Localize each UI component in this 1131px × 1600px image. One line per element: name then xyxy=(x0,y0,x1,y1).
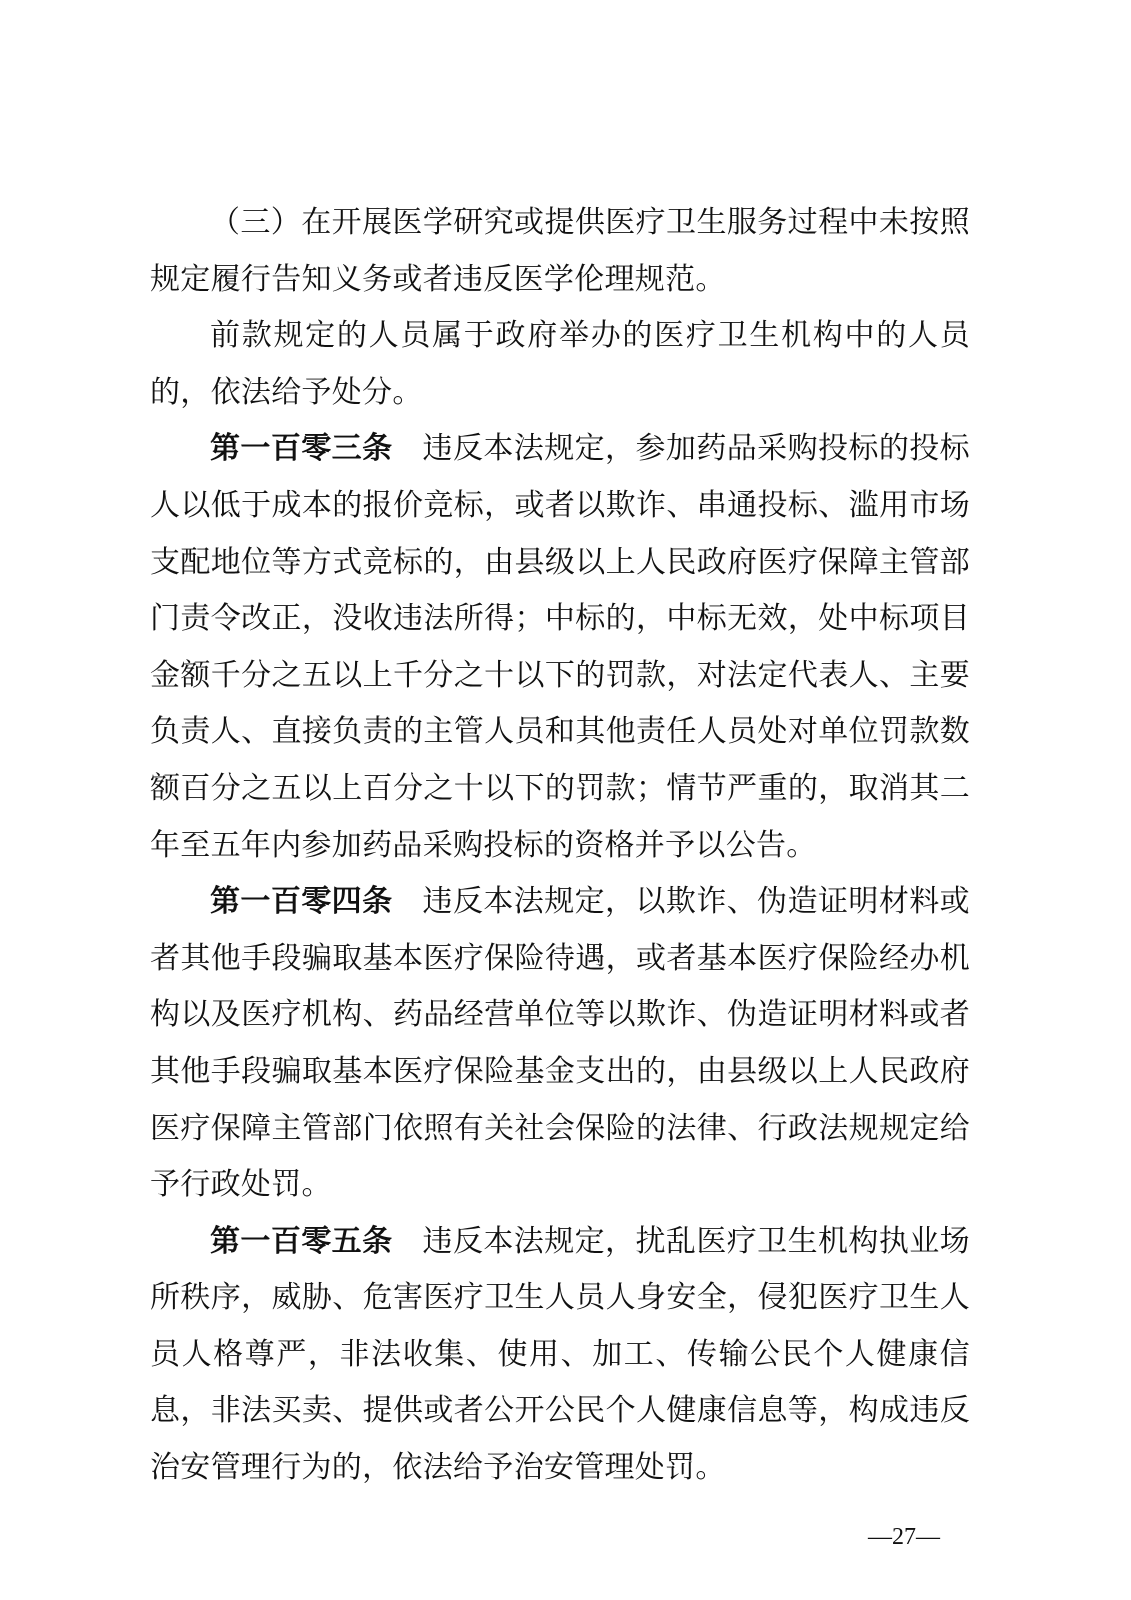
page-number: —27— xyxy=(868,1524,940,1550)
article-heading: 第一百零四条 xyxy=(210,884,393,920)
article-heading: 第一百零三条 xyxy=(210,431,393,467)
paragraph-text: 前款规定的人员属于政府举办的医疗卫生机构中的人员的，依法给予处分。 xyxy=(150,318,970,410)
article-heading: 第一百零五条 xyxy=(210,1223,393,1259)
article-text: 违反本法规定，以欺诈、伪造证明材料或者其他手段骗取基本医疗保险待遇，或者基本医疗保险经办机构以及医疗机构、药品经营单位等以欺诈、伪造证明材料或者其他手段骗取基本医疗保险基金支出的，由县级以上人民政府医疗保障主管部门依照有关社会保险的法律、行政法规规定给予行政处罚。 xyxy=(150,884,970,1203)
paragraph-item-3 xyxy=(150,195,970,308)
paragraph-applicability xyxy=(150,308,970,421)
article-104 xyxy=(150,874,970,1214)
article-103 xyxy=(150,421,970,874)
paragraph-text: （三）在开展医学研究或提供医疗卫生服务过程中未按照规定履行告知义务或者违反医学伦理规范。 xyxy=(150,205,970,297)
article-text: 违反本法规定，扰乱医疗卫生机构执业场所秩序，威胁、危害医疗卫生人员人身安全，侵犯医疗卫生人员人格尊严，非法收集、使用、加工、传输公民个人健康信息，非法买卖、提供或者公开公民个人健康信息等，构成违反治安管理行为的，依法给予治安管理处罚。 xyxy=(150,1223,970,1486)
article-text: 违反本法规定，参加药品采购投标的投标人以低于成本的报价竞标，或者以欺诈、串通投标、滥用市场支配地位等方式竞标的，由县级以上人民政府医疗保障主管部门责令改正，没收违法所得；中标的，中标无效，处中标项目金额千分之五以上千分之十以下的罚款，对法定代表人、主要负责人、直接负责的主管人员和其他责任人员处对单位罚款数额百分之五以上百分之十以下的罚款；情节严重的，取消其二年至五年内参加药品采购投标的资格并予以公告。 xyxy=(150,431,970,863)
document-body xyxy=(150,195,970,1497)
article-105 xyxy=(150,1214,970,1497)
